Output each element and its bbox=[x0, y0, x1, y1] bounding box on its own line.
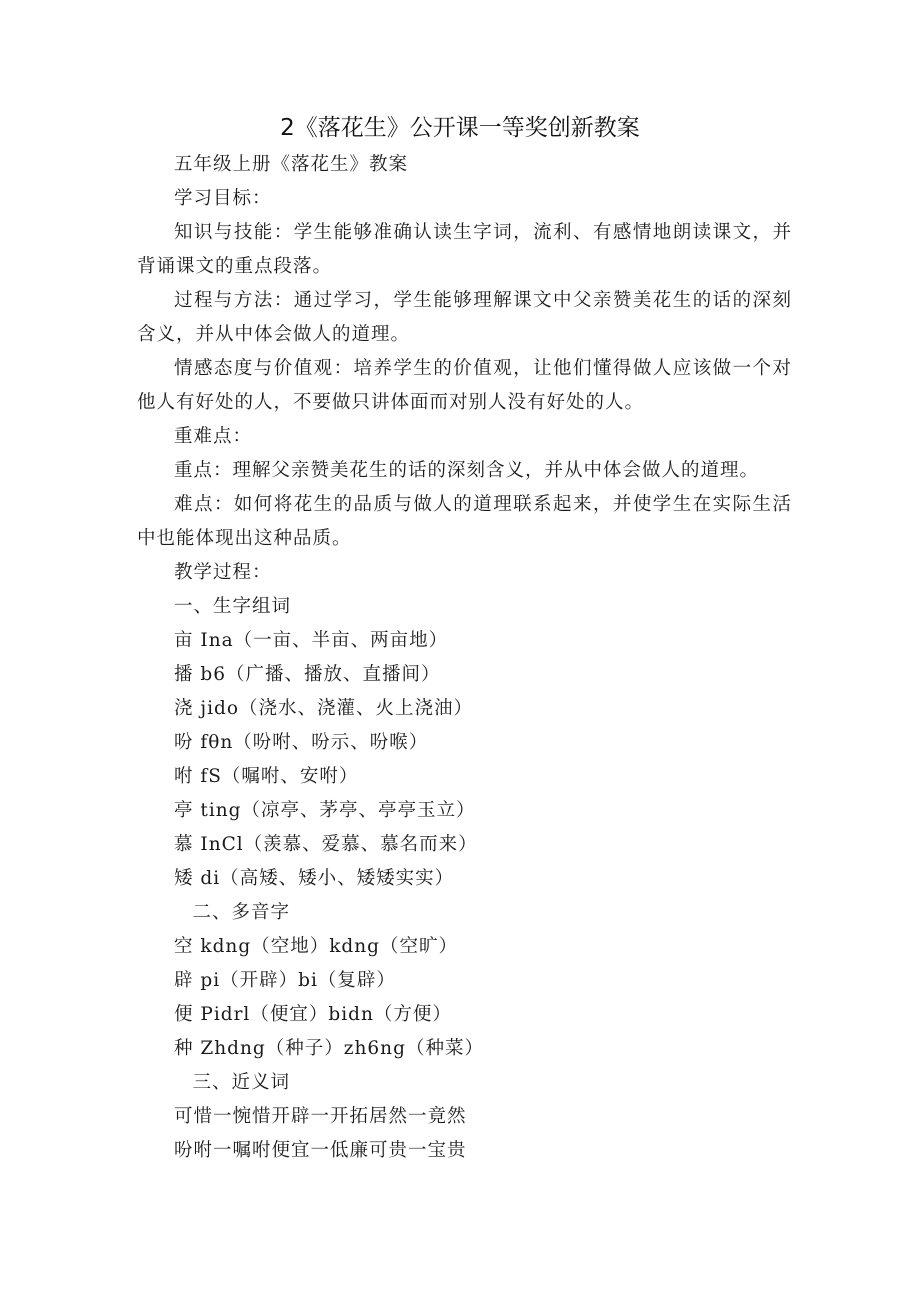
paragraph: 难点：如何将花生的品质与做人的道理联系起来，并使学生在实际生活中也能体现出这种品质。 bbox=[137, 494, 792, 549]
paragraph: 种 Zhdng（种子）zh6ng（种菜） bbox=[174, 1038, 484, 1059]
paragraph: 空 kdng（空地）kdng（空旷） bbox=[174, 936, 459, 957]
paragraph: 亭 ting（凉亭、茅亭、亭亭玉立） bbox=[174, 800, 476, 821]
paragraph: 一、生字组词 bbox=[174, 596, 292, 617]
paragraph: 重点：理解父亲赞美花生的话的深刻含义，并从中体会做人的道理。 bbox=[174, 460, 760, 481]
paragraph: 知识与技能：学生能够准确认读生字词，流利、有感情地朗读课文，并背诵课文的重点段落。 bbox=[137, 222, 792, 277]
paragraph: 二、多音字 bbox=[192, 902, 291, 923]
paragraph: 重难点： bbox=[174, 426, 253, 447]
document-title: 2《落花生》公开课一等奖创新教案 bbox=[280, 115, 640, 141]
paragraph: 亩 Ina（一亩、半亩、两亩地） bbox=[174, 630, 449, 651]
paragraph: 五年级上册《落花生》教案 bbox=[174, 154, 409, 175]
paragraph: 矮 di（高矮、矮小、矮矮实实） bbox=[174, 868, 455, 889]
paragraph: 吩 fθn（吩咐、吩示、吩喉） bbox=[174, 732, 429, 753]
paragraph: 可惜一惋惜开辟一开拓居然一竟然 bbox=[174, 1106, 467, 1127]
paragraph: 过程与方法：通过学习，学生能够理解课文中父亲赞美花生的话的深刻含义，并从中体会做人的道理。 bbox=[137, 290, 792, 345]
document-body bbox=[137, 148, 792, 1168]
paragraph: 慕 InCl（羡慕、爱慕、慕名而来） bbox=[174, 834, 478, 855]
paragraph: 浇 jido（浇水、浇灌、火上浇油） bbox=[174, 698, 474, 719]
paragraph: 情感态度与价值观：培养学生的价值观，让他们懂得做人应该做一个对他人有好处的人，不要做只讲体面而对别人没有好处的人。 bbox=[137, 358, 792, 413]
paragraph: 播 b6（广播、播放、直播间） bbox=[174, 664, 441, 685]
paragraph: 辟 pi（开辟）bi（复辟） bbox=[174, 970, 396, 991]
paragraph: 咐 fS（嘱咐、安咐） bbox=[174, 766, 359, 787]
paragraph: 吩咐一嘱咐便宜一低廉可贵一宝贵 bbox=[174, 1140, 467, 1161]
paragraph: 便 Pidrl（便宜）bidn（方便） bbox=[174, 1004, 452, 1025]
paragraph: 三、近义词 bbox=[192, 1072, 291, 1093]
paragraph: 学习目标： bbox=[174, 188, 272, 209]
paragraph: 教学过程： bbox=[174, 562, 272, 583]
